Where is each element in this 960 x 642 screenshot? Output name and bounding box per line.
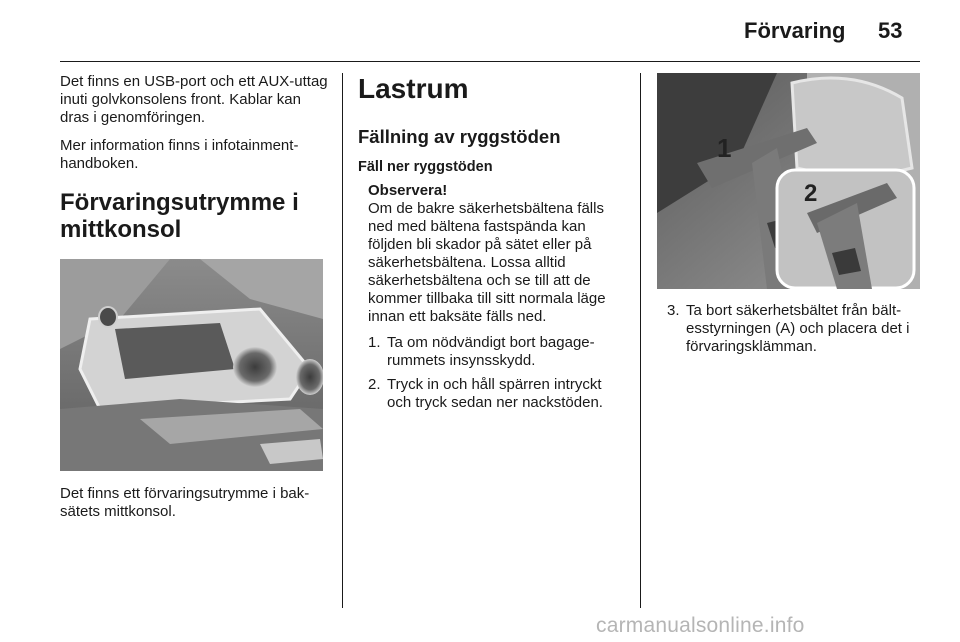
steps-list [368, 334, 628, 412]
storage-caption: Det finns ett förvaringsutrymme i bak-sätets mittkonsol. [60, 485, 310, 520]
seatbelt-photo [657, 73, 920, 289]
watermark: carmanualsonline.info [596, 614, 805, 637]
infotainment-paragraph: Mer information finns i infotainment-handboken. [60, 137, 299, 172]
warning-note [368, 182, 628, 326]
usb-aux-paragraph: Det finns en USB-port och ett AUX-uttag inuti golvkonsolens front. Kablar kan dras i genomföringen. [60, 73, 328, 126]
callout-2-label: 2 [804, 180, 818, 207]
column-divider-1 [342, 73, 343, 608]
note-body: Om de bakre säkerhetsbältena fälls ned med bältena fastspända kan följden bli skador på sätet eller på säkerhetsbältena. Lossa alltid säkerhetsbältena och se till att de kommer tillbaka till sitt normala läge innan ett baksäte fälls ned. [368, 200, 606, 325]
column-middle [358, 73, 628, 418]
steps-list-continued [667, 302, 920, 356]
header-divider [60, 61, 920, 62]
list-item: 2. Tryck in och håll spärren intryckt och tryck sedan ner nackstöden. [368, 376, 603, 411]
subheading-fold-backrest: Fällning av ryggstöden [358, 126, 561, 147]
column-left [60, 73, 328, 531]
list-item: 1. Ta om nödvändigt bort bagage-rummets insynsskydd. [368, 334, 595, 369]
subsubheading-fold-down: Fäll ner ryggstöden [358, 159, 493, 175]
page-number: 53 [878, 18, 903, 43]
page-title: Förvaring [744, 18, 846, 43]
section-heading-cargo: Lastrum [358, 73, 469, 104]
list-item: 3. Ta bort säkerhetsbältet från bält-esstyrningen (A) och placera det i förvaringsklämman. [667, 302, 910, 355]
section-heading-storage: Förvaringsutrymme i mittkonsol [60, 189, 299, 243]
console-storage-photo [60, 259, 323, 471]
column-right [657, 73, 920, 362]
callout-1-label: 1 [717, 133, 732, 163]
note-title: Observera! [368, 182, 448, 199]
column-divider-2 [640, 73, 641, 608]
